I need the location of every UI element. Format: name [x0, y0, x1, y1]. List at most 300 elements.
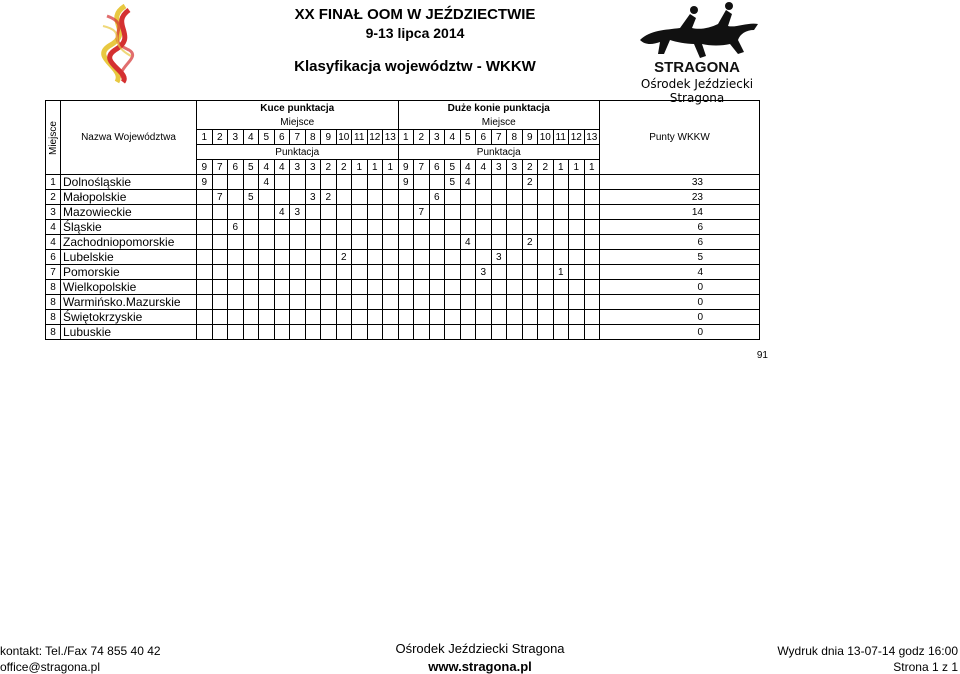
pony-score-cell — [352, 250, 368, 265]
row-total-points: 0 — [600, 295, 760, 310]
pony-score-cell — [336, 310, 352, 325]
pony-score-cell — [259, 295, 275, 310]
pony-score-cell — [321, 325, 337, 340]
horse-score-cell — [398, 325, 414, 340]
pony-score-cell — [197, 205, 213, 220]
table-row — [46, 280, 760, 295]
pony-score-cell: 3 — [290, 205, 306, 220]
pony-score-cell — [243, 250, 259, 265]
pony-score-cell — [290, 175, 306, 190]
horse-score-cell: 2 — [522, 175, 538, 190]
horse-score-cell — [398, 310, 414, 325]
row-voivodeship-name: Dolnośląskie — [61, 175, 197, 190]
horse-score-cell — [522, 280, 538, 295]
pony-score-cell — [290, 280, 306, 295]
pony-score-cell — [336, 220, 352, 235]
pony-score-cell — [336, 295, 352, 310]
row-voivodeship-name: Mazowieckie — [61, 205, 197, 220]
pony-score-cell — [259, 220, 275, 235]
pony-score-cell — [352, 295, 368, 310]
horse-score-cell — [445, 190, 461, 205]
pony-score-cell — [274, 220, 290, 235]
scoring-header-ponies-10: 2 — [336, 160, 352, 175]
pony-score-cell — [290, 190, 306, 205]
pony-score-cell — [228, 235, 244, 250]
report-subtitle: Klasyfikacja województw - WKKW — [294, 58, 536, 75]
place-header-ponies-8: 8 — [305, 130, 321, 145]
horse-score-cell — [538, 280, 554, 295]
horse-score-cell — [398, 220, 414, 235]
grand-total: 91 — [756, 350, 768, 361]
horse-score-cell — [476, 280, 492, 295]
pony-score-cell — [274, 325, 290, 340]
place-header-ponies-13: 13 — [383, 130, 399, 145]
horse-score-cell — [553, 235, 569, 250]
pony-score-cell — [212, 250, 228, 265]
horse-score-cell — [553, 175, 569, 190]
place-header-horses-11: 11 — [553, 130, 569, 145]
pony-score-cell — [305, 220, 321, 235]
horse-score-cell — [507, 250, 523, 265]
horse-score-cell — [491, 175, 507, 190]
horse-score-cell — [445, 280, 461, 295]
pony-score-cell — [383, 325, 399, 340]
pony-score-cell: 4 — [274, 205, 290, 220]
pony-score-cell — [383, 310, 399, 325]
scoring-header-ponies-2: 7 — [212, 160, 228, 175]
horse-score-cell: 1 — [553, 265, 569, 280]
horse-score-cell — [538, 250, 554, 265]
horse-score-cell — [429, 220, 445, 235]
pony-score-cell — [197, 235, 213, 250]
horse-score-cell — [460, 310, 476, 325]
pony-score-cell — [383, 205, 399, 220]
table-row — [46, 265, 760, 280]
horse-score-cell — [460, 250, 476, 265]
place-header-horses-3: 3 — [429, 130, 445, 145]
horses-group-title: Duże konie punktacja — [398, 101, 600, 116]
table-row — [46, 250, 760, 265]
horse-score-cell — [414, 220, 430, 235]
table-row — [46, 310, 760, 325]
scoring-header-ponies-4: 5 — [243, 160, 259, 175]
horse-score-cell — [522, 310, 538, 325]
ponies-points-label: Punktacja — [197, 145, 399, 160]
horse-score-cell — [445, 310, 461, 325]
pony-score-cell — [290, 325, 306, 340]
horse-score-cell — [491, 220, 507, 235]
horse-score-cell — [569, 265, 585, 280]
horse-score-cell — [414, 295, 430, 310]
pony-score-cell — [243, 295, 259, 310]
horse-score-cell — [584, 325, 600, 340]
place-header-ponies-5: 5 — [259, 130, 275, 145]
row-rank: 8 — [46, 310, 61, 325]
pony-score-cell — [367, 265, 383, 280]
pony-score-cell — [367, 235, 383, 250]
results-table — [45, 100, 760, 340]
horse-score-cell — [414, 235, 430, 250]
horse-score-cell — [522, 295, 538, 310]
horse-score-cell — [398, 280, 414, 295]
pony-score-cell — [212, 175, 228, 190]
horse-score-cell — [507, 190, 523, 205]
scoring-header-horses-9: 2 — [522, 160, 538, 175]
pony-score-cell — [383, 235, 399, 250]
scoring-header-horses-12: 1 — [569, 160, 585, 175]
horse-score-cell — [429, 265, 445, 280]
footer-email[interactable]: office@stragona.pl — [0, 660, 101, 674]
pony-score-cell — [197, 190, 213, 205]
pony-score-cell — [321, 280, 337, 295]
pony-score-cell — [383, 295, 399, 310]
horse-score-cell — [476, 295, 492, 310]
horse-score-cell — [445, 235, 461, 250]
ponies-places-label: Miejsce — [197, 115, 399, 130]
horse-score-cell — [460, 220, 476, 235]
stragona-horse-logo-icon — [630, 0, 765, 75]
pony-score-cell — [228, 175, 244, 190]
pony-score-cell — [336, 265, 352, 280]
horse-score-cell — [476, 175, 492, 190]
scoring-header-horses-1: 9 — [398, 160, 414, 175]
horse-score-cell — [538, 235, 554, 250]
horse-score-cell — [476, 235, 492, 250]
pony-score-cell — [383, 220, 399, 235]
horse-score-cell — [445, 295, 461, 310]
horse-score-cell — [429, 250, 445, 265]
place-header-ponies-7: 7 — [290, 130, 306, 145]
horse-score-cell — [445, 205, 461, 220]
place-header-horses-8: 8 — [507, 130, 523, 145]
table-row — [46, 220, 760, 235]
federation-logo-icon — [95, 2, 145, 84]
footer-website[interactable]: www.stragona.pl — [428, 659, 532, 674]
table-row — [46, 295, 760, 310]
pony-score-cell — [243, 325, 259, 340]
pony-score-cell — [321, 220, 337, 235]
horse-score-cell — [460, 190, 476, 205]
horse-score-cell — [584, 220, 600, 235]
scoring-header-horses-8: 3 — [507, 160, 523, 175]
pony-score-cell — [274, 175, 290, 190]
pony-score-cell — [367, 325, 383, 340]
name-column-header: Nazwa Województwa — [61, 101, 197, 175]
pony-score-cell — [228, 280, 244, 295]
horse-score-cell — [491, 310, 507, 325]
horse-score-cell — [584, 190, 600, 205]
horse-score-cell — [538, 220, 554, 235]
scoring-header-ponies-5: 4 — [259, 160, 275, 175]
pony-score-cell — [321, 175, 337, 190]
place-header-ponies-3: 3 — [228, 130, 244, 145]
scoring-header-ponies-1: 9 — [197, 160, 213, 175]
horse-score-cell — [584, 265, 600, 280]
horse-score-cell — [476, 325, 492, 340]
pony-score-cell — [321, 205, 337, 220]
pony-score-cell — [212, 295, 228, 310]
horse-score-cell: 5 — [445, 175, 461, 190]
pony-score-cell — [212, 265, 228, 280]
horse-score-cell — [460, 280, 476, 295]
table-row — [46, 205, 760, 220]
horse-score-cell — [414, 265, 430, 280]
horse-score-cell — [553, 310, 569, 325]
pony-score-cell — [305, 325, 321, 340]
horse-score-cell — [414, 175, 430, 190]
scoring-header-ponies-9: 2 — [321, 160, 337, 175]
horse-score-cell — [538, 295, 554, 310]
row-rank: 4 — [46, 220, 61, 235]
pony-score-cell — [212, 235, 228, 250]
horse-score-cell — [584, 205, 600, 220]
horse-score-cell — [569, 235, 585, 250]
scoring-header-horses-4: 5 — [445, 160, 461, 175]
scoring-header-horses-10: 2 — [538, 160, 554, 175]
row-total-points: 6 — [600, 220, 760, 235]
horse-score-cell — [507, 280, 523, 295]
pony-score-cell: 3 — [305, 190, 321, 205]
pony-score-cell — [383, 175, 399, 190]
horse-score-cell — [398, 235, 414, 250]
rank-column-header: Miejsce — [46, 101, 61, 175]
row-total-points: 4 — [600, 265, 760, 280]
place-header-ponies-10: 10 — [336, 130, 352, 145]
place-header-horses-10: 10 — [538, 130, 554, 145]
scoring-header-ponies-13: 1 — [383, 160, 399, 175]
row-total-points: 0 — [600, 280, 760, 295]
horses-places-label: Miejsce — [398, 115, 600, 130]
pony-score-cell: 6 — [228, 220, 244, 235]
pony-score-cell — [290, 295, 306, 310]
pony-score-cell — [228, 190, 244, 205]
place-header-ponies-6: 6 — [274, 130, 290, 145]
horse-score-cell — [569, 190, 585, 205]
row-voivodeship-name: Małopolskie — [61, 190, 197, 205]
pony-score-cell — [321, 295, 337, 310]
pony-score-cell — [352, 220, 368, 235]
pony-score-cell — [274, 280, 290, 295]
pony-score-cell — [367, 220, 383, 235]
horse-score-cell — [584, 280, 600, 295]
horse-score-cell — [522, 265, 538, 280]
row-total-points: 23 — [600, 190, 760, 205]
pony-score-cell — [228, 295, 244, 310]
row-voivodeship-name: Lubuskie — [61, 325, 197, 340]
pony-score-cell: 4 — [259, 175, 275, 190]
pony-score-cell — [321, 265, 337, 280]
horse-score-cell: 7 — [414, 205, 430, 220]
horse-score-cell — [507, 265, 523, 280]
scoring-header-horses-2: 7 — [414, 160, 430, 175]
pony-score-cell — [367, 205, 383, 220]
horse-score-cell — [584, 250, 600, 265]
pony-score-cell — [367, 280, 383, 295]
horse-score-cell — [507, 295, 523, 310]
table-row — [46, 175, 760, 190]
scoring-header-horses-13: 1 — [584, 160, 600, 175]
scoring-header-horses-7: 3 — [491, 160, 507, 175]
horse-score-cell — [414, 280, 430, 295]
horse-score-cell — [569, 280, 585, 295]
pony-score-cell: 9 — [197, 175, 213, 190]
horse-score-cell — [553, 280, 569, 295]
pony-score-cell — [274, 235, 290, 250]
place-header-horses-2: 2 — [414, 130, 430, 145]
place-header-horses-5: 5 — [460, 130, 476, 145]
table-row — [46, 325, 760, 340]
pony-score-cell: 2 — [336, 250, 352, 265]
pony-score-cell — [274, 310, 290, 325]
table-row — [46, 190, 760, 205]
horse-score-cell — [429, 295, 445, 310]
horse-score-cell — [491, 295, 507, 310]
horse-score-cell — [507, 325, 523, 340]
horse-score-cell — [429, 235, 445, 250]
pony-score-cell — [305, 250, 321, 265]
horse-score-cell — [553, 205, 569, 220]
place-header-horses-7: 7 — [491, 130, 507, 145]
pony-score-cell — [274, 265, 290, 280]
horse-score-cell — [460, 205, 476, 220]
place-header-ponies-2: 2 — [212, 130, 228, 145]
pony-score-cell — [336, 280, 352, 295]
pony-score-cell — [228, 310, 244, 325]
row-rank: 6 — [46, 250, 61, 265]
pony-score-cell — [228, 205, 244, 220]
pony-score-cell — [383, 265, 399, 280]
horse-score-cell: 3 — [476, 265, 492, 280]
row-rank: 7 — [46, 265, 61, 280]
pony-score-cell — [197, 280, 213, 295]
horse-score-cell — [429, 280, 445, 295]
horse-score-cell — [507, 175, 523, 190]
pony-score-cell — [212, 310, 228, 325]
place-header-horses-9: 9 — [522, 130, 538, 145]
horse-score-cell: 4 — [460, 235, 476, 250]
place-header-ponies-9: 9 — [321, 130, 337, 145]
place-header-ponies-11: 11 — [352, 130, 368, 145]
points-column-header: Punty WKKW — [600, 101, 760, 175]
place-header-ponies-12: 12 — [367, 130, 383, 145]
pony-score-cell — [243, 220, 259, 235]
horse-score-cell — [460, 265, 476, 280]
horse-score-cell — [460, 325, 476, 340]
pony-score-cell — [383, 190, 399, 205]
pony-score-cell — [197, 220, 213, 235]
horse-score-cell — [398, 205, 414, 220]
pony-score-cell — [243, 310, 259, 325]
pony-score-cell — [336, 190, 352, 205]
horse-score-cell — [414, 325, 430, 340]
scoring-header-ponies-12: 1 — [367, 160, 383, 175]
pony-score-cell — [305, 295, 321, 310]
horse-score-cell — [569, 310, 585, 325]
place-header-horses-12: 12 — [569, 130, 585, 145]
pony-score-cell — [243, 205, 259, 220]
horse-score-cell — [522, 205, 538, 220]
horse-score-cell — [584, 175, 600, 190]
horse-score-cell — [429, 205, 445, 220]
horse-score-cell — [476, 190, 492, 205]
horse-score-cell — [553, 220, 569, 235]
pony-score-cell — [290, 250, 306, 265]
pony-score-cell — [274, 190, 290, 205]
horse-score-cell — [476, 310, 492, 325]
horse-score-cell — [491, 235, 507, 250]
place-header-horses-1: 1 — [398, 130, 414, 145]
event-dates: 9-13 lipca 2014 — [365, 25, 465, 41]
pony-score-cell: 5 — [243, 190, 259, 205]
pony-score-cell — [305, 235, 321, 250]
pony-score-cell — [321, 310, 337, 325]
brand-logo-text: STRAGONA — [654, 59, 740, 75]
horse-score-cell — [476, 220, 492, 235]
pony-score-cell — [259, 280, 275, 295]
pony-score-cell — [259, 205, 275, 220]
horse-score-cell — [569, 220, 585, 235]
horse-score-cell — [398, 190, 414, 205]
pony-score-cell — [367, 295, 383, 310]
horse-score-cell — [507, 205, 523, 220]
scoring-header-ponies-6: 4 — [274, 160, 290, 175]
pony-score-cell — [243, 280, 259, 295]
row-rank: 8 — [46, 325, 61, 340]
pony-score-cell — [197, 295, 213, 310]
pony-score-cell — [367, 310, 383, 325]
pony-score-cell — [352, 265, 368, 280]
pony-score-cell — [383, 280, 399, 295]
horse-score-cell — [429, 325, 445, 340]
pony-score-cell — [197, 325, 213, 340]
horse-score-cell — [538, 205, 554, 220]
horse-score-cell — [491, 190, 507, 205]
pony-score-cell — [321, 250, 337, 265]
row-total-points: 6 — [600, 235, 760, 250]
pony-score-cell — [367, 190, 383, 205]
pony-score-cell — [197, 265, 213, 280]
pony-score-cell — [197, 250, 213, 265]
pony-score-cell — [352, 235, 368, 250]
horse-score-cell — [522, 250, 538, 265]
footer-contact: kontakt: Tel./Fax 74 855 40 42 — [0, 644, 161, 658]
horse-score-cell — [476, 250, 492, 265]
pony-score-cell — [305, 265, 321, 280]
horse-score-cell — [569, 250, 585, 265]
scoring-header-horses-6: 4 — [476, 160, 492, 175]
horse-score-cell — [538, 175, 554, 190]
pony-score-cell — [336, 325, 352, 340]
row-total-points: 0 — [600, 325, 760, 340]
scoring-header-horses-3: 6 — [429, 160, 445, 175]
row-voivodeship-name: Zachodniopomorskie — [61, 235, 197, 250]
brand-caption: Ośrodek Jeździecki Stragona — [640, 77, 754, 105]
horse-score-cell — [398, 295, 414, 310]
pony-score-cell — [274, 250, 290, 265]
pony-score-cell — [383, 250, 399, 265]
horse-score-cell — [522, 220, 538, 235]
horse-score-cell — [429, 310, 445, 325]
place-header-horses-6: 6 — [476, 130, 492, 145]
place-header-ponies-4: 4 — [243, 130, 259, 145]
page-title: XX FINAŁ OOM W JEŹDZIECTWIE — [294, 6, 536, 23]
horse-score-cell: 6 — [429, 190, 445, 205]
scoring-header-horses-11: 1 — [553, 160, 569, 175]
row-voivodeship-name: Wielkopolskie — [61, 280, 197, 295]
horse-score-cell — [507, 220, 523, 235]
pony-score-cell: 2 — [321, 190, 337, 205]
row-rank: 1 — [46, 175, 61, 190]
